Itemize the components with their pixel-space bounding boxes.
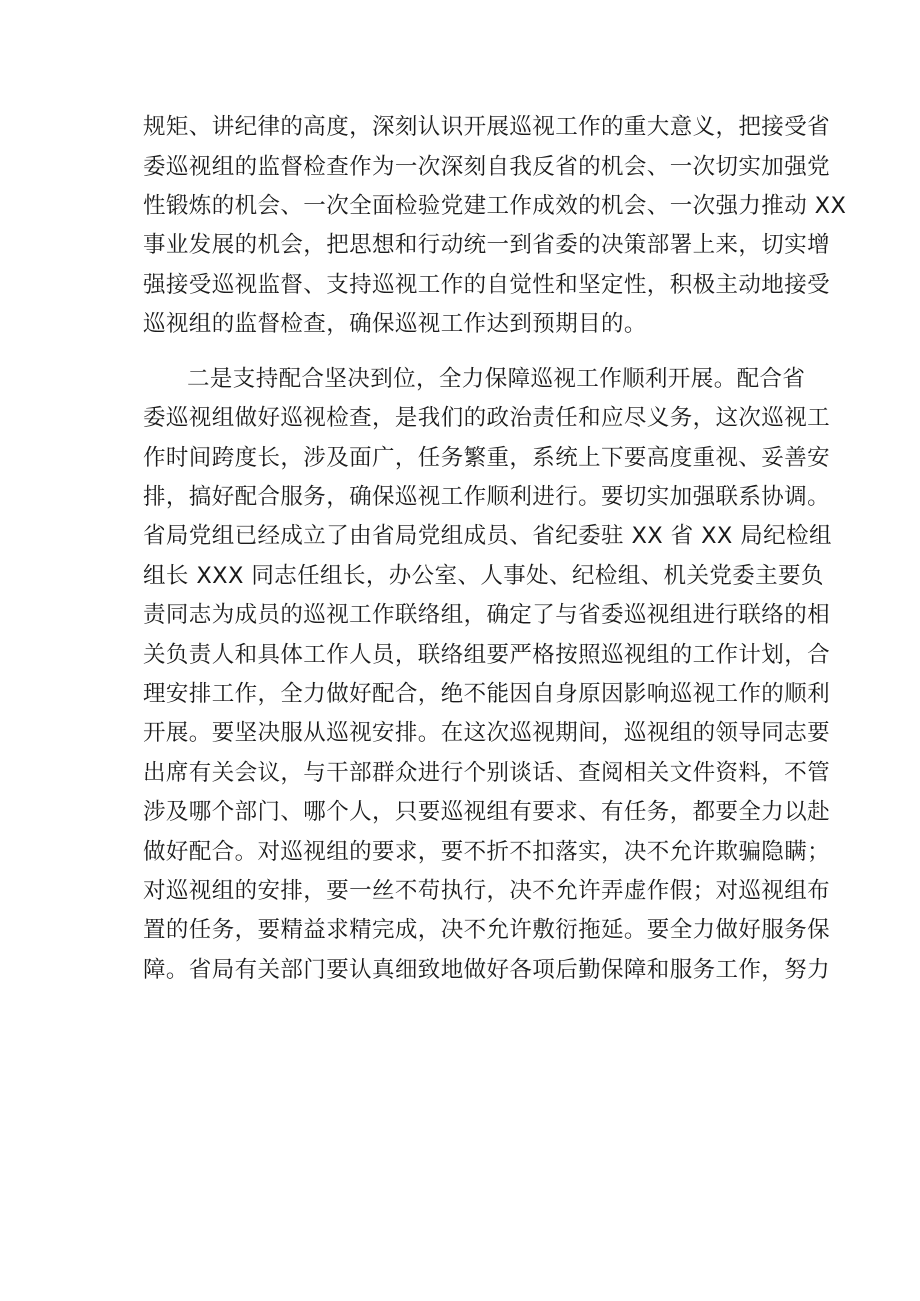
paragraph-2-line-3: 作时间跨度长，涉及面广，任务繁重，系统上下要高度重视、妥善安 [143, 445, 831, 471]
paragraph-1-line-1: 规矩、讲纪律的高度，深刻认识开展巡视工作的重大意义，把接受省 [143, 114, 831, 140]
paragraph-2-line-7: 责同志为成员的巡视工作联络组，确定了与省委巡视组进行联络的相 [143, 602, 831, 628]
paragraph-2-line-6: 组长 XXX 同志任组长，办公室、人事处、纪检组、机关党委主要负 [143, 563, 824, 589]
paragraph-2-line-5: 省局党组已经成立了由省局党组成员、省纪委驻 XX 省 XX 局纪检组 [143, 523, 832, 549]
paragraph-2-line-16: 障。省局有关部门要认真细致地做好各项后勤保障和服务工作，努力 [143, 957, 831, 983]
paragraph-2-line-4: 排，搞好配合服务，确保巡视工作顺利进行。要切实加强联系协调。 [143, 484, 831, 510]
paragraph-2-line-11: 出席有关会议，与干部群众进行个别谈话、查阅相关文件资料，不管 [143, 760, 831, 786]
paragraph-2-line-13: 做好配合。对巡视组的要求，要不折不扣落实，决不允许欺骗隐瞒； [143, 839, 831, 865]
paragraph-2-line-14: 对巡视组的安排，要一丝不苟执行，决不允许弄虚作假；对巡视组布 [143, 878, 831, 904]
paragraph-1-line-2: 委巡视组的监督检查作为一次深刻自我反省的机会、一次切实加强党 [143, 154, 831, 180]
paragraph-1-line-3: 性锻炼的机会、一次全面检验党建工作成效的机会、一次强力推动 XX [143, 193, 847, 219]
paragraph-1-line-5: 强接受巡视监督、支持巡视工作的自觉性和坚定性，积极主动地接受 [143, 272, 831, 298]
paragraph-2-line-10: 开展。要坚决服从巡视安排。在这次巡视期间，巡视组的领导同志要 [143, 720, 831, 746]
paragraph-2-line-15: 置的任务，要精益求精完成，决不允许敷衍拖延。要全力做好服务保 [143, 917, 831, 943]
paragraph-2-line-9: 理安排工作，全力做好配合，绝不能因自身原因影响巡视工作的顺利 [143, 681, 831, 707]
paragraph-1-line-4: 事业发展的机会，把思想和行动统一到省委的决策部署上来，切实增 [143, 232, 831, 258]
paragraph-2-line-2: 委巡视组做好巡视检查，是我们的政治责任和应尽义务，这次巡视工 [143, 405, 831, 431]
paragraph-2-line-1: 二是支持配合坚决到位，全力保障巡视工作顺利开展。配合省 [187, 366, 806, 392]
paragraph-2-line-12: 涉及哪个部门、哪个人，只要巡视组有要求、有任务，都要全力以赴 [143, 799, 831, 825]
paragraph-1-line-6: 巡视组的监督检查，确保巡视工作达到预期目的。 [143, 311, 647, 337]
paragraph-2-line-8: 关负责人和具体工作人员，联络组要严格按照巡视组的工作计划，合 [143, 642, 831, 668]
